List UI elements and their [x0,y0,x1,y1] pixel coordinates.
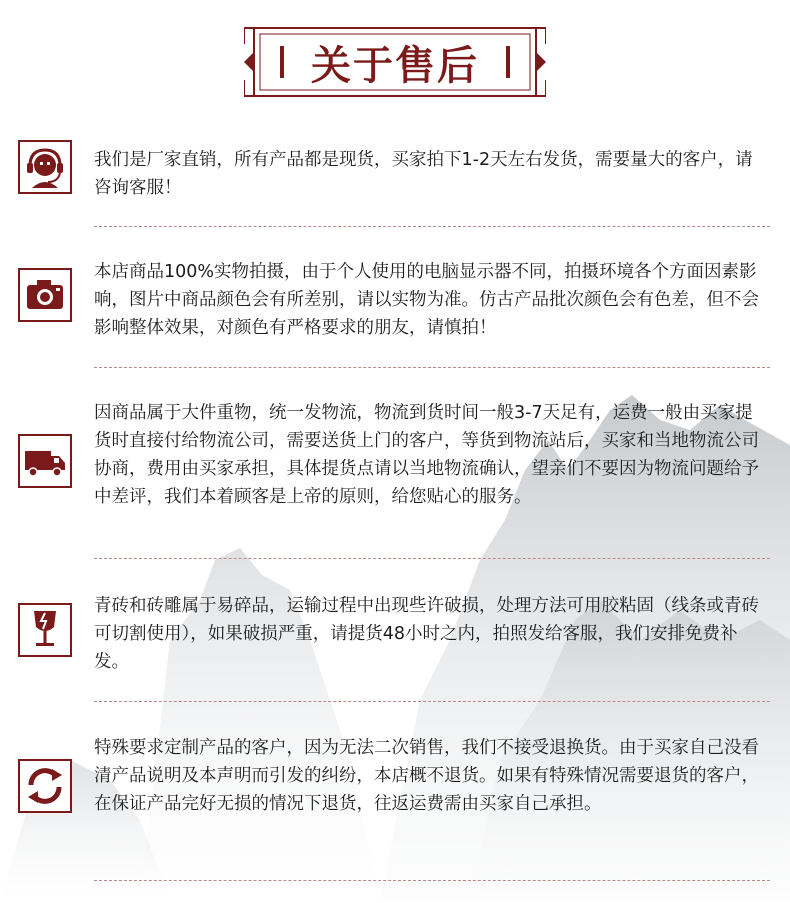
camera-icon [18,268,72,322]
customer-service-headset-icon [18,140,72,194]
section-text: 因商品属于大件重物，统一发物流，物流到货时间一般3-7天足有，运费一般由买家提货时直接付给物流公司，需要送货上门的客户，等货到物流站后，买家和当地物流公司协商，费用由买家承担，具体提货点请以当地物流确认，望亲们不要因为物流问题给予中差评，我们本着顾客是上帝的原则，给您贴心的服务。 [94,403,759,507]
dashed-divider [94,226,770,227]
delivery-truck-icon [18,434,72,488]
return-exchange-icon [18,759,72,813]
section-text: 我们是厂家直销，所有产品都是现货，买家拍下1-2天左右发货，需要量大的客户，请咨询客服！ [94,150,753,198]
section-text: 本店商品100%实物拍摄，由于个人使用的电脑显示器不同，拍摄环境各个方面因素影响，图片中商品颜色会有所差别，请以实物为准。仿古产品批次颜色会有色差，但不会影响整体效果，对颜色有严格要求的朋友，请慎拍！ [94,262,759,338]
dashed-divider [94,367,770,368]
dashed-divider [94,701,770,702]
dashed-divider [94,880,770,881]
fragile-glass-icon [18,603,72,657]
section-text: 特殊要求定制产品的客户，因为无法二次销售，我们不接受退换货。由于买家自己没看清产品说明及本声明而引发的纠纷，本店概不退货。如果有特殊情况需要退货的客户，在保证产品完好无损的情况下退货，往返运费需由买家自己承担。 [94,738,759,814]
section-text: 青砖和砖雕属于易碎品，运输过程中出现些许破损，处理方法可用胶粘固（线条或青砖可切割使用），如果破损严重，请提货48小时之内，拍照发给客服，我们安排免费补发。 [94,596,759,672]
page-title: 关于售后 [311,41,479,89]
title-banner [244,24,546,100]
dashed-divider [94,558,770,559]
